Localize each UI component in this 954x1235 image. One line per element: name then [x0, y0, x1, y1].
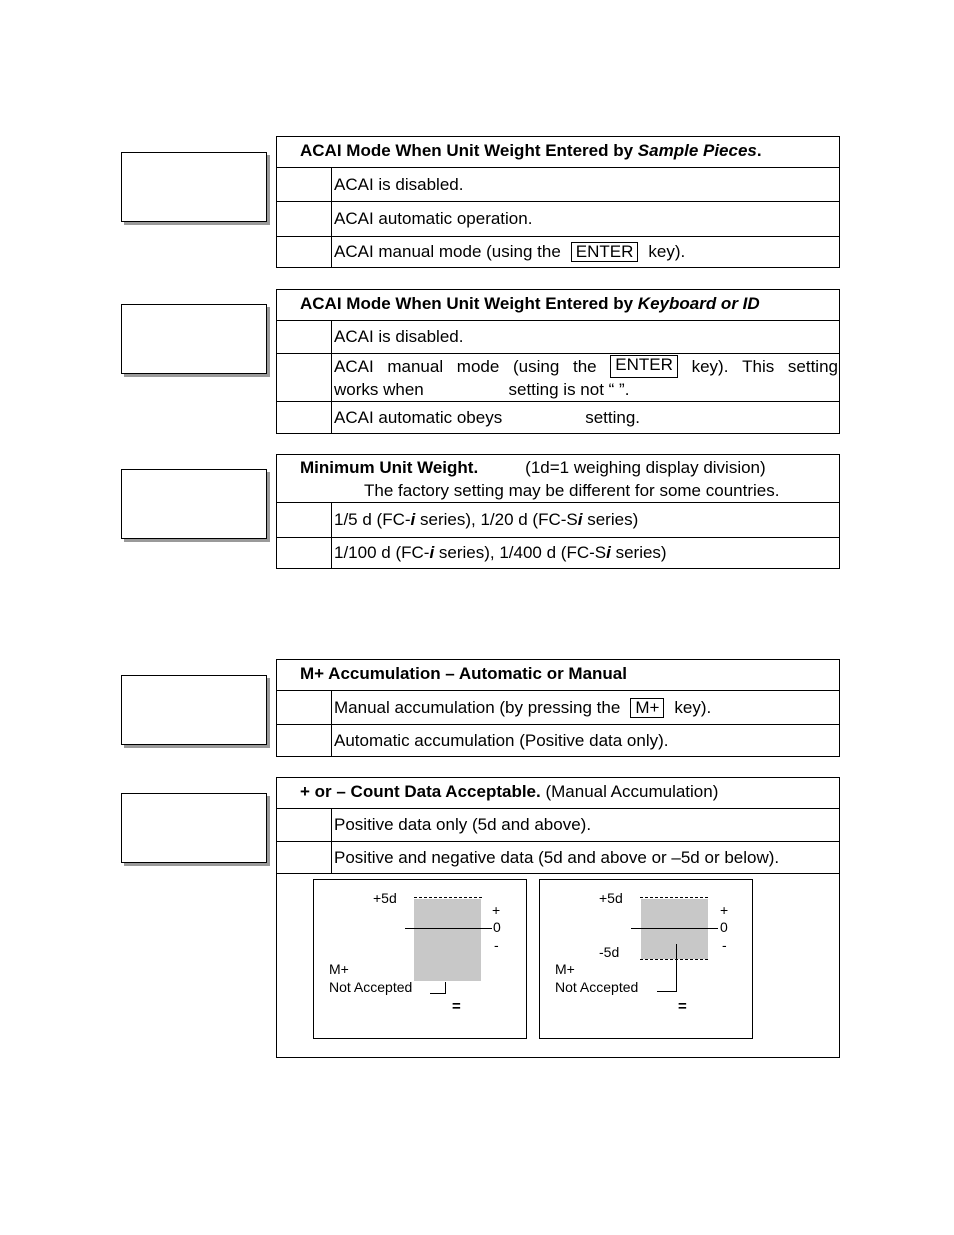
diagram-positive-only	[313, 879, 527, 1039]
acai-sample-row-manual: ACAI manual mode (using the ENTER key).	[277, 237, 839, 267]
plus-label: +	[720, 902, 729, 918]
diagram-positive-negative	[539, 879, 753, 1039]
acai-sample-row-auto: ACAI automatic operation.	[277, 202, 839, 237]
min-unit-header: Minimum Unit Weight. (1d=1 weighing display division) The factory setting may be different for some countries.	[277, 455, 839, 503]
threshold-line-top	[640, 897, 708, 898]
acai-sample-row-disabled: ACAI is disabled.	[277, 168, 839, 202]
min-unit-row-1: 1/5 d (FC-i series), 1/20 d (FC-Si series)	[277, 503, 839, 538]
setting-code-box-accum	[121, 675, 267, 745]
pointer-line-h	[430, 993, 446, 994]
accepted-region	[641, 899, 708, 959]
mplus-label: M+	[555, 961, 575, 977]
count-row-positive: Positive data only (5d and above).	[277, 809, 839, 842]
minus-label: -	[494, 937, 499, 953]
accum-table	[276, 659, 840, 757]
setting-code-box-count	[121, 793, 267, 863]
pointer-line-h	[657, 991, 677, 992]
enter-key-label: ENTER	[571, 242, 639, 262]
accepted-region	[414, 899, 481, 981]
enter-key-label: ENTER	[610, 355, 678, 378]
acai-keyboard-table	[276, 289, 840, 434]
plus-label: +	[492, 902, 501, 918]
equals-sign: =	[452, 998, 461, 1015]
not-accepted-label: Not Accepted	[329, 979, 413, 995]
zero-line	[631, 928, 718, 929]
equals-sign: =	[678, 998, 687, 1015]
accum-row-manual: Manual accumulation (by pressing the M+ key).	[277, 691, 839, 725]
pointer-line	[676, 944, 677, 992]
min-unit-row-2: 1/100 d (FC-i series), 1/400 d (FC-Si series)	[277, 538, 839, 568]
not-accepted-label: Not Accepted	[555, 979, 639, 995]
acai-keyboard-row-manual: ACAI manual mode (using the ENTER key). This setting works when setting is not “ ”.	[277, 354, 839, 402]
zero-label: 0	[720, 919, 728, 935]
acai-sample-table	[276, 136, 840, 268]
acai-sample-header: ACAI Mode When Unit Weight Entered by Sample Pieces.	[277, 137, 839, 168]
acai-keyboard-row-disabled: ACAI is disabled.	[277, 321, 839, 354]
zero-line	[405, 928, 492, 929]
minus5d-label: -5d	[599, 944, 620, 960]
count-diagram-row	[277, 874, 839, 1057]
count-table	[276, 777, 840, 1058]
mplus-label: M+	[329, 961, 349, 977]
min-unit-table	[276, 454, 840, 569]
setting-code-box-min-unit	[121, 469, 267, 539]
acai-keyboard-header: ACAI Mode When Unit Weight Entered by Keyboard or ID	[277, 290, 839, 321]
threshold-line-bottom	[640, 959, 708, 960]
mplus-key-label: M+	[630, 698, 664, 718]
accum-row-auto: Automatic accumulation (Positive data only).	[277, 725, 839, 756]
setting-code-box-acai-keyboard	[121, 304, 267, 374]
threshold-line	[414, 897, 482, 898]
acai-keyboard-row-obeys: ACAI automatic obeys setting.	[277, 402, 839, 433]
plus5d-label: +5d	[373, 890, 397, 906]
accum-header: M+ Accumulation – Automatic or Manual	[277, 660, 839, 691]
plus5d-label: +5d	[599, 890, 623, 906]
zero-label: 0	[493, 919, 501, 935]
count-row-both: Positive and negative data (5d and above or –5d or below).	[277, 842, 839, 874]
setting-code-box-acai-sample	[121, 152, 267, 222]
count-header: + or – Count Data Acceptable. (Manual Accumulation)	[277, 778, 839, 809]
minus-label: -	[722, 937, 727, 953]
